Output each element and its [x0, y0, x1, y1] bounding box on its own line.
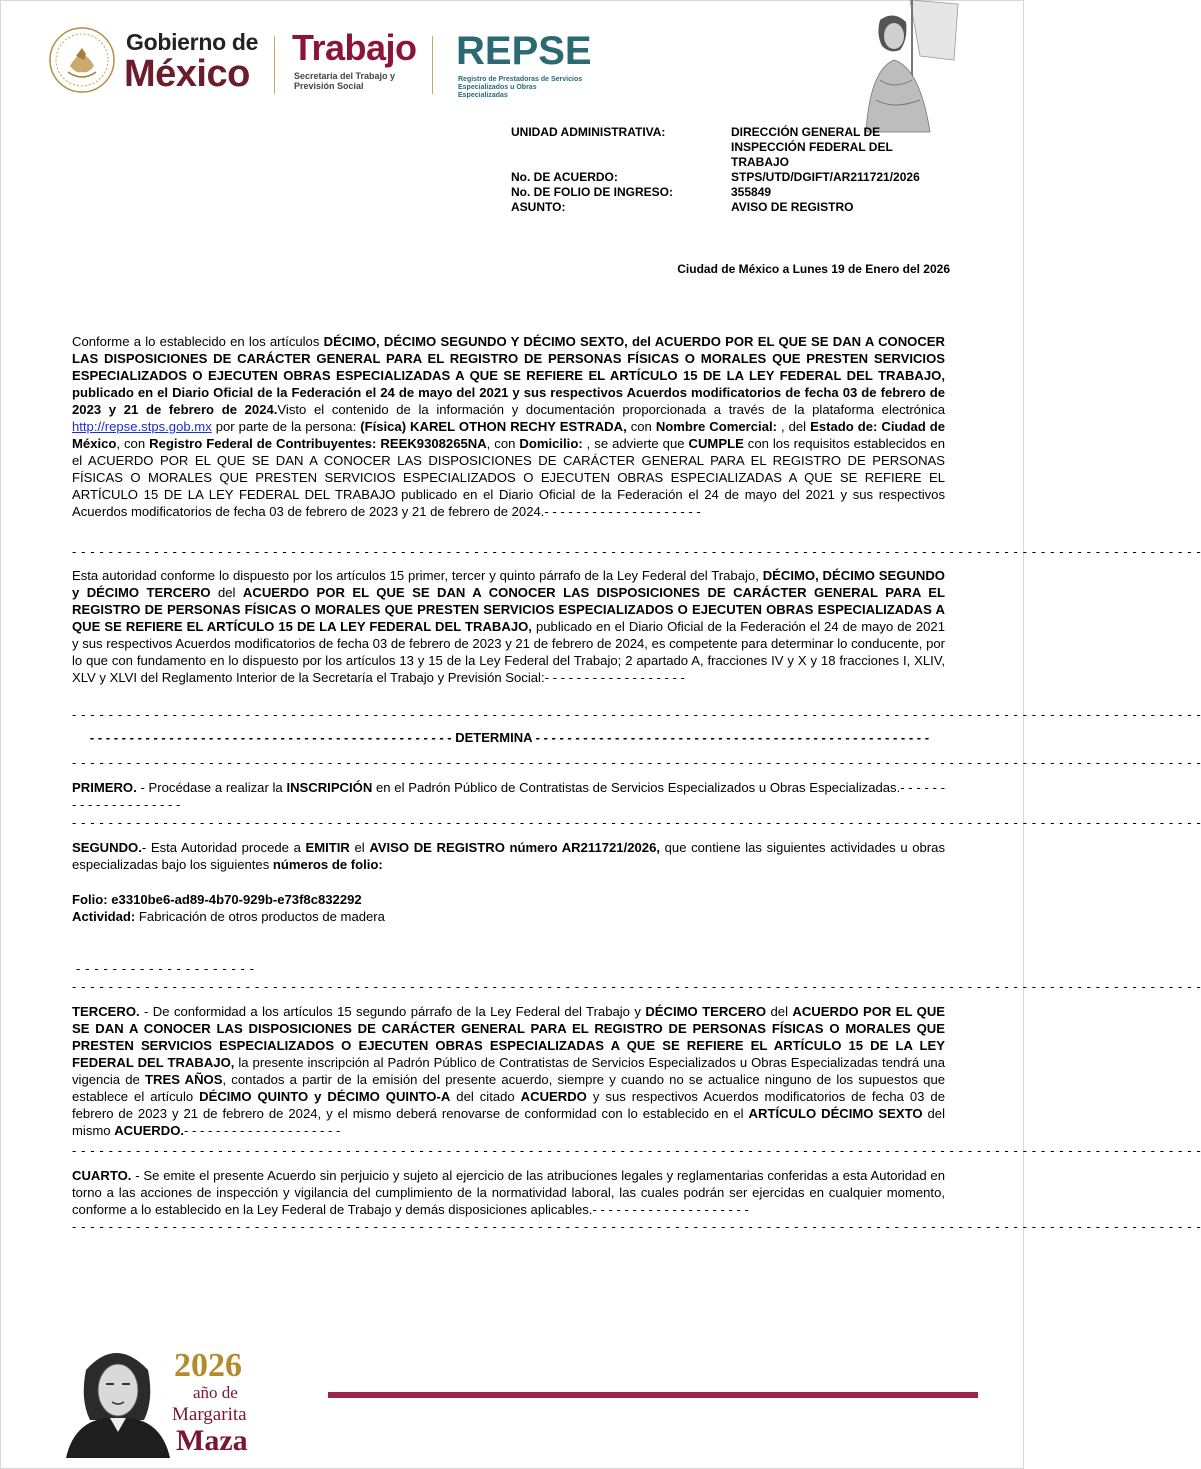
- primero-clause: PRIMERO. - Procédase a realizar la INSCRIPCIÓN en el Padrón Público de Contratistas de Servicios Especializados u Obras Especializadas.- - - - - - - - - - - - - - - - - - - -: [72, 780, 945, 812]
- folio-id: Folio: e3310be6-ad89-4b70-929b-e73f8c832292: [72, 892, 362, 907]
- dash-separator: - - - - - - - - - - - - - - - - - - - - - - - - - - - - - - - - - - - - - - - - - - - - - - - - - - - - - - - - - - - - - - - - - - - - - - - - - - - - - - - - - - - - - - - - - - - - - - - - - - - - - - - - - - - - - - - - - - - - - - - - - - - -: [72, 544, 1201, 559]
- segundo-clause: SEGUNDO.- Esta Autoridad procede a EMITIR el AVISO DE REGISTRO número AR211721/2026, que contiene las siguientes actividades u obras especializadas bajo los siguientes números de folio:: [72, 840, 945, 872]
- trabajo-subtitle: Secretaría del Trabajo y Previsión Social: [294, 71, 396, 91]
- actividad: Actividad: Fabricación de otros productos de madera: [72, 909, 385, 924]
- asunto-label: ASUNTO:: [511, 200, 566, 214]
- footer-divider-line: [328, 1392, 978, 1398]
- repse-link[interactable]: http://repse.stps.gob.mx: [72, 419, 212, 434]
- paragraph-autoridad: Esta autoridad conforme lo dispuesto por los artículos 15 primer, tercer y quinto párrafo de la Ley Federal del Trabajo, DÉCIMO, DÉCIMO SEGUNDO y DÉCIMO TERCERO del ACUERDO POR EL QUE SE DAN A CONOCER LAS DISPOSICIONES DE CARÁCTER GENERAL PARA EL REGISTRO DE PERSONAS FÍSICAS O MORALES QUE PRESTEN SERVICIOS ESPECIALIZADOS O EJECUTEN OBRAS ESPECIALIZADAS A QUE SE REFIERE EL ARTÍCULO 15 DE LA LEY FEDERAL DEL TRABAJO, publicado en el Diario Oficial de la Federación el 24 de mayo de 2021 y sus respectivos Acuerdos modificatorios de fecha 03 de febrero de 2023 y 21 de febrero de 2024, es competente para determinar lo conducente, por lo que con fundamento en lo dispuesto por los artículos 13 y 15 de la Ley Federal del Trabajo; 2 apartado A, fracciones IV y X y 18 fracciones I, XLIV, XLV y XLVI del Reglamento Interior de la Secretaría el Trabajo y Previsión Social:- - - - - - - - - - - - - - - - - -: [72, 568, 946, 685]
- unidad-label: UNIDAD ADMINISTRATIVA:: [511, 125, 666, 139]
- short-dash-separator: - - - - - - - - - - - - - - - - - - - -: [76, 961, 255, 976]
- dash-separator: - - - - - - - - - - - - - - - - - - - - - - - - - - - - - - - - - - - - - - - - - - - - - - - - - - - - - - - - - - - - - - - - - - - - - - - - - - - - - - - - - - - - - - - - - - - - - - - - - - - - - - - - - - - - - - - - - - - - - - - - - - - -: [72, 1143, 1201, 1158]
- footer-maza: Maza: [176, 1424, 248, 1457]
- dash-separator: - - - - - - - - - - - - - - - - - - - - - - - - - - - - - - - - - - - - - - - - - - - - - - - - - - - - - - - - - - - - - - - - - - - - - - - - - - - - - - - - - - - - - - - - - - - - - - - - - - - - - - - - - - - - - - - - - - - - - - - - - - - -: [72, 1219, 1201, 1234]
- header-logos: [46, 22, 592, 106]
- determina-heading: - - - - - - - - - - - - - - - - - - - - - - - - - - - - - - - - - - - - - - - - - - - - - - DETERMINA - - - - - - - - - - - - - - - - - - - - - - - - - - - - - - - - - - - - - - - - - - - - - - - - - -: [89, 730, 930, 745]
- trabajo-logo-text: Trabajo: [292, 27, 417, 68]
- mexico-seal-icon: [48, 26, 116, 94]
- folio-block: [72, 891, 945, 925]
- footer-margarita: Margarita: [172, 1404, 247, 1425]
- margarita-maza-portrait-icon: [66, 1340, 170, 1458]
- gobierno-title: Gobierno de: [126, 29, 259, 55]
- acuerdo-value: STPS/UTD/DGIFT/AR211721/2026: [731, 170, 920, 184]
- repse-logo-text: REPSE: [456, 29, 592, 73]
- tercero-clause: TERCERO. - De conformidad a los artículos 15 segundo párrafo de la Ley Federal del Trabajo y DÉCIMO TERCERO del ACUERDO POR EL QUE SE DAN A CONOCER LAS DISPOSICIONES DE CARÁCTER GENERAL PARA EL REGISTRO DE PERSONAS FÍSICAS O MORALES QUE PRESTEN SERVICIOS ESPECIALIZADOS O EJECUTEN OBRAS ESPECIALIZADAS A QUE SE REFIERE EL ARTÍCULO 15 DE LA LEY FEDERAL DEL TRABAJO, la presente inscripción al Padrón Público de Contratistas de Servicios Especializados u Obras Especializadas tendrá una vigencia de TRES AÑOS, contados a partir de la emisión del presente acuerdo, siempre y cuando no se actualice ninguno de los supuestos que establece el artículo DÉCIMO QUINTO y DÉCIMO QUINTO-A del citado ACUERDO y sus respectivos Acuerdos modificatorios de fecha 03 de febrero de 2023 y 21 de febrero de 2024, y el mismo deberá renovarse de conformidad con lo establecido en el ARTÍCULO DÉCIMO SEXTO del mismo ACUERDO.- - - - - - - - - - - - - - - - - - - -: [72, 1004, 946, 1138]
- repse-subtitle: Registro de Prestadoras de Servicios Especializados u Obras Especializadas: [458, 76, 583, 99]
- heroine-illustration-icon: [850, 0, 960, 132]
- mexico-title: México: [124, 53, 250, 95]
- footer-year: 2026: [174, 1347, 242, 1384]
- dash-separator: - - - - - - - - - - - - - - - - - - - - - - - - - - - - - - - - - - - - - - - - - - - - - - - - - - - - - - - - - - - - - - - - - - - - - - - - - - - - - - - - - - - - - - - - - - - - - - - - - - - - - - - - - - - - - - - - - - - - - - - - - - - -: [72, 707, 1201, 722]
- folio-ingreso-label: No. DE FOLIO DE INGRESO:: [511, 185, 674, 199]
- document-date: Ciudad de México a Lunes 19 de Enero del 2026: [677, 262, 950, 276]
- footer-ano-de: año de: [193, 1383, 238, 1402]
- dash-separator: - - - - - - - - - - - - - - - - - - - - - - - - - - - - - - - - - - - - - - - - - - - - - - - - - - - - - - - - - - - - - - - - - - - - - - - - - - - - - - - - - - - - - - - - - - - - - - - - - - - - - - - - - - - - - - - - - - - - - - - - - - - -: [72, 755, 1201, 770]
- asunto-value: AVISO DE REGISTRO: [731, 200, 854, 214]
- logo-divider: [432, 36, 433, 94]
- logo-divider: [274, 36, 275, 94]
- dash-separator: - - - - - - - - - - - - - - - - - - - - - - - - - - - - - - - - - - - - - - - - - - - - - - - - - - - - - - - - - - - - - - - - - - - - - - - - - - - - - - - - - - - - - - - - - - - - - - - - - - - - - - - - - - - - - - - - - - - - - - - - - - - -: [72, 979, 1201, 994]
- folio-ingreso-value: 355849: [731, 185, 772, 199]
- paragraph-conforme: Conforme a lo establecido en los artículos DÉCIMO, DÉCIMO SEGUNDO Y DÉCIMO SEXTO, del ACUERDO POR EL QUE SE DAN A CONOCER LAS DISPOSICIONES DE CARÁCTER GENERAL PARA EL REGISTRO DE PERSONAS FÍSICAS O MORALES QUE PRESTEN SERVICIOS ESPECIALIZADOS O EJECUTEN OBRAS ESPECIALIZADAS A QUE SE REFIERE EL ARTÍCULO 15 DE LA LEY FEDERAL DEL TRABAJO, publicado en el Diario Oficial de la Federación el 24 de mayo del 2021 y sus respectivos Acuerdos modificatorios de fecha 03 de febrero de 2023 y 21 de febrero de 2024.Visto el contenido de la información y documentación proporcionada a través de la plataforma electrónica http://repse.stps.gob.mx por parte de la persona: (Física) KAREL OTHON RECHY ESTRADA, con Nombre Comercial: , del Estado de: Ciudad de México, con Registro Federal de Contribuyentes: REEK9308265NA, con Domicilio: , se advierte que CUMPLE con los requisitos establecidos en el ACUERDO POR EL QUE SE DAN A CONOCER LAS DISPOSICIONES DE CARÁCTER GENERAL PARA EL REGISTRO DE PERSONAS FÍSICAS O MORALES QUE PRESTEN SERVICIOS ESPECIALIZADOS O EJECUTEN OBRAS ESPECIALIZADAS A QUE SE REFIERE EL ARTÍCULO 15 DE LA LEY FEDERAL DEL TRABAJO publicado en el Diario Oficial de la Federación el 24 de mayo del 2021 y sus respectivos Acuerdos modificatorios de fecha 03 de febrero de 2023 y 21 de febrero de 2024.- - - - - - - - - - - - - - - - - - - -: [72, 334, 946, 519]
- unidad-value: DIRECCIÓN GENERAL DE INSPECCIÓN FEDERAL DEL TRABAJO: [731, 125, 893, 169]
- acuerdo-label: No. DE ACUERDO:: [511, 170, 618, 184]
- dash-separator: - - - - - - - - - - - - - - - - - - - - - - - - - - - - - - - - - - - - - - - - - - - - - - - - - - - - - - - - - - - - - - - - - - - - - - - - - - - - - - - - - - - - - - - - - - - - - - - - - - - - - - - - - - - - - - - - - - - - - - - - - - - -: [72, 815, 1201, 830]
- cuarto-clause: CUARTO. - Se emite el presente Acuerdo sin perjuicio y sujeto al ejercicio de las atribuciones legales y reglamentarias conferidas a esta Autoridad en torno a las acciones de inspección y vigilancia del cumplimiento de la normatividad laboral, las cuales podrán ser ejercidas en cualquier momento, conforme a lo establecido en la Ley Federal de Trabajo y demás disposiciones aplicables.- - - - - - - - - - - - - - - - - - - -: [72, 1168, 945, 1217]
